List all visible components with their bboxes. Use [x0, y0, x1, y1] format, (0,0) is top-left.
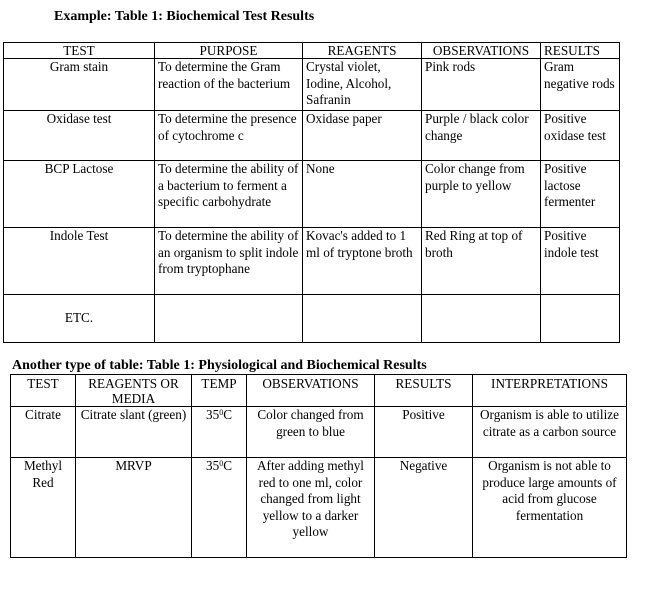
- table2-header-test: TEST: [11, 375, 76, 407]
- test-cell: Citrate: [11, 407, 76, 458]
- reagents-cell: [303, 295, 422, 343]
- results-cell: Positive oxidase test: [541, 111, 620, 161]
- observations-cell: Purple / black color change: [422, 111, 541, 161]
- temp-degree: 0: [219, 459, 224, 468]
- test-cell: Gram stain: [4, 59, 155, 111]
- purpose-cell: To determine the ability of a bacterium to ferment a specific carbohydrate: [155, 161, 303, 228]
- table-row: [4, 295, 620, 343]
- observations-cell: Color change from purple to yellow: [422, 161, 541, 228]
- reagents-cell: Crystal violet, Iodine, Alcohol, Safranin: [303, 59, 422, 111]
- table1-header-row: [4, 43, 620, 59]
- table1-title: Example: Table 1: Biochemical Test Results: [54, 9, 315, 24]
- results-cell: Positive indole test: [541, 228, 620, 295]
- observations-cell: Pink rods: [422, 59, 541, 111]
- temp-unit: C: [223, 407, 232, 422]
- interpretations-cell: Organism is able to utilize citrate as a carbon source: [473, 407, 627, 458]
- test-cell: Oxidase test: [4, 111, 155, 161]
- observations-cell: [422, 295, 541, 343]
- table-row: [11, 407, 627, 458]
- table-row: [4, 111, 620, 161]
- results-cell: [541, 295, 620, 343]
- etc-label: ETC.: [64, 310, 94, 326]
- table-row: [4, 161, 620, 228]
- reagents-cell: None: [303, 161, 422, 228]
- temp-cell: [192, 458, 247, 558]
- table2-header-interpretations: INTERPRETATIONS: [473, 375, 627, 407]
- purpose-cell: To determine the ability of an organism to split indole from tryptophane: [155, 228, 303, 295]
- table1-header-reagents: REAGENTS: [303, 43, 422, 59]
- table-row: [11, 458, 627, 558]
- results-cell: Positive: [375, 407, 473, 458]
- table2-title: Another type of table: Table 1: Physiological and Biochemical Results: [12, 358, 427, 373]
- results-cell: Positive lactose fermenter: [541, 161, 620, 228]
- temp-unit: C: [223, 458, 232, 473]
- reagents-cell: Oxidase paper: [303, 111, 422, 161]
- test-cell: [4, 295, 155, 343]
- test-cell: Methyl Red: [11, 458, 76, 558]
- table2-header-temp: TEMP: [192, 375, 247, 407]
- biochemical-test-results-table: [3, 42, 620, 343]
- table2-header-row: [11, 375, 627, 407]
- purpose-cell: [155, 295, 303, 343]
- table-row: [4, 228, 620, 295]
- temp-degree: 0: [219, 408, 224, 417]
- temp-value: 35: [206, 458, 220, 473]
- reagents-cell: Kovac's added to 1 ml of tryptone broth: [303, 228, 422, 295]
- table1-header-purpose: PURPOSE: [155, 43, 303, 59]
- results-cell: Gram negative rods: [541, 59, 620, 111]
- physiological-biochemical-results-table: [10, 374, 627, 558]
- table2-header-observations: OBSERVATIONS: [247, 375, 375, 407]
- reagents-cell: MRVP: [76, 458, 192, 558]
- reagents-cell: Citrate slant (green): [76, 407, 192, 458]
- table2-header-results: RESULTS: [375, 375, 473, 407]
- temp-value: 35: [206, 407, 220, 422]
- table2-header-reagents: REAGENTS OR MEDIA: [76, 375, 192, 407]
- table1-header-results: RESULTS: [541, 43, 620, 59]
- table1-header-test: TEST: [4, 43, 155, 59]
- observations-cell: Color changed from green to blue: [247, 407, 375, 458]
- test-cell: BCP Lactose: [4, 161, 155, 228]
- table1-header-observations: OBSERVATIONS: [422, 43, 541, 59]
- observations-cell: Red Ring at top of broth: [422, 228, 541, 295]
- interpretations-cell: Organism is not able to produce large amounts of acid from glucose fermentation: [473, 458, 627, 558]
- observations-cell: After adding methyl red to one ml, color changed from light yellow to a darker yellow: [247, 458, 375, 558]
- purpose-cell: To determine the Gram reaction of the bacterium: [155, 59, 303, 111]
- results-cell: Negative: [375, 458, 473, 558]
- table-row: [4, 59, 620, 111]
- temp-cell: [192, 407, 247, 458]
- test-cell: Indole Test: [4, 228, 155, 295]
- purpose-cell: To determine the presence of cytochrome c: [155, 111, 303, 161]
